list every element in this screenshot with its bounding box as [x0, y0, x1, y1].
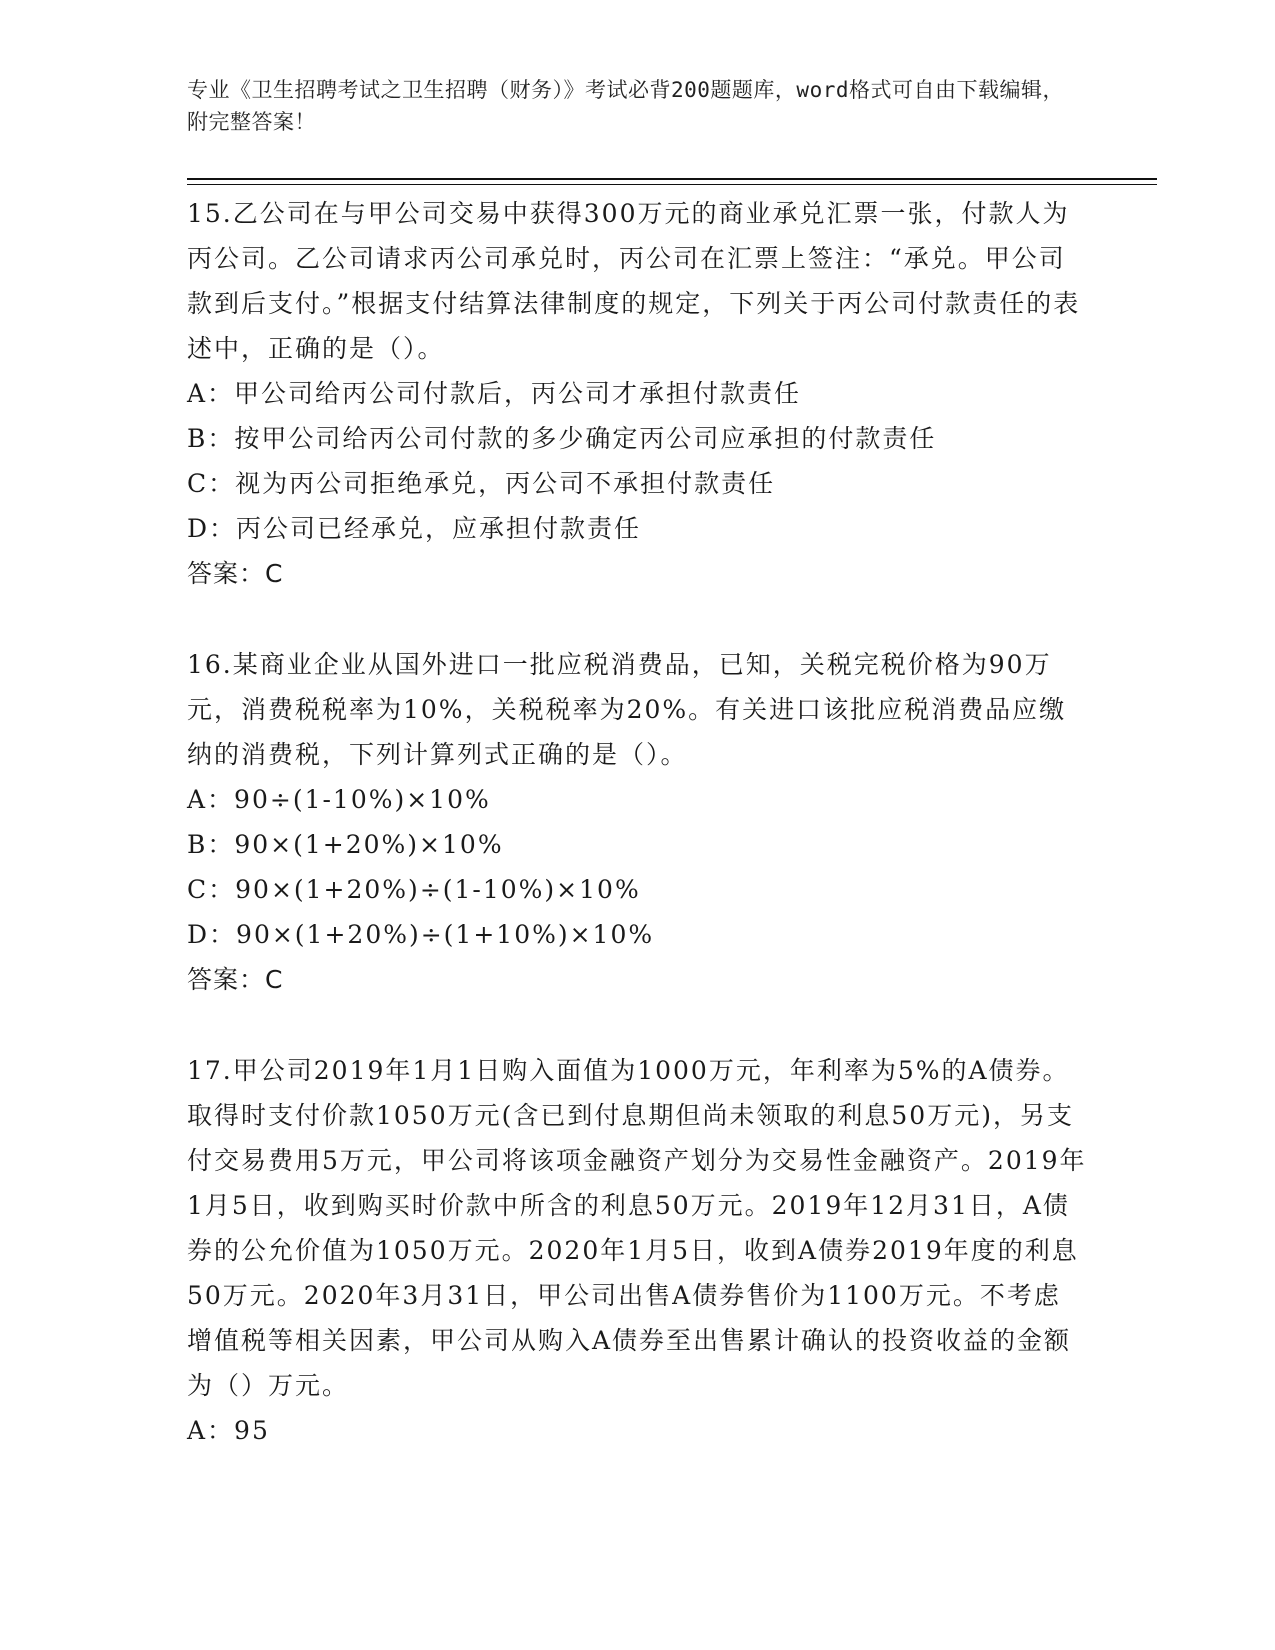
question-17 — [187, 1048, 1087, 1453]
question-spacer — [187, 1002, 1087, 1048]
question-16 — [187, 642, 1087, 1002]
option-c: C：视为丙公司拒绝承兑，丙公司不承担付款责任 — [187, 469, 776, 498]
question-stem: 17.甲公司2019年1月1日购入面值为1000万元，年利率为5%的A债券。取得时支付价款1050万元(含已到付息期但尚未领取的利息50万元)，另支付交易费用5万元，甲公司将该项金融资产划分为交易性金融资产。2019年1月5日，收到购买时价款中所含的利息50万元。2019年12月31日，A债券的公允价值为1050万元。2020年1月5日，收到A债券2019年度的利息50万元。2020年3月31日，甲公司出售A债券售价为1100万元。不考虑增值税等相关因素，甲公司从购入A债券至出售累计确认的投资收益的金额为（）万元。 — [187, 1056, 1087, 1400]
option-b: B：90×(1+20%)×10% — [187, 830, 504, 859]
option-c: C：90×(1+20%)÷(1-10%)×10% — [187, 875, 641, 904]
question-spacer — [187, 596, 1087, 642]
document-header: 专业《卫生招聘考试之卫生招聘（财务）》考试必背200题题库，word格式可自由下载编辑，附完整答案！ — [187, 78, 1064, 134]
option-a: A：甲公司给丙公司付款后，丙公司才承担付款责任 — [187, 379, 802, 408]
answer-line: 答案：C — [187, 559, 284, 588]
option-a: A：90÷(1-10%)×10% — [187, 785, 491, 814]
question-stem: 16.某商业企业从国外进口一批应税消费品，已知，关税完税价格为90万元，消费税税率为10%，关税税率为20%。有关进口该批应税消费品应缴纳的消费税，下列计算列式正确的是（）。 — [187, 650, 1067, 769]
option-b: B：按甲公司给丙公司付款的多少确定丙公司应承担的付款责任 — [187, 424, 937, 453]
answer-line: 答案：C — [187, 965, 284, 994]
question-list — [187, 191, 1087, 1453]
question-stem: 15.乙公司在与甲公司交易中获得300万元的商业承兑汇票一张，付款人为丙公司。乙公司请求丙公司承兑时，丙公司在汇票上签注：“承兑。甲公司款到后支付。”根据支付结算法律制度的规定，下列关于丙公司付款责任的表述中，正确的是（）。 — [187, 199, 1081, 363]
header-rule-thin — [187, 184, 1157, 185]
option-d: D：90×(1+20%)÷(1+10%)×10% — [187, 920, 655, 949]
header-rule-thick — [187, 178, 1157, 180]
option-d: D：丙公司已经承兑，应承担付款责任 — [187, 514, 642, 543]
question-15 — [187, 191, 1087, 596]
option-a: A：95 — [187, 1416, 270, 1445]
